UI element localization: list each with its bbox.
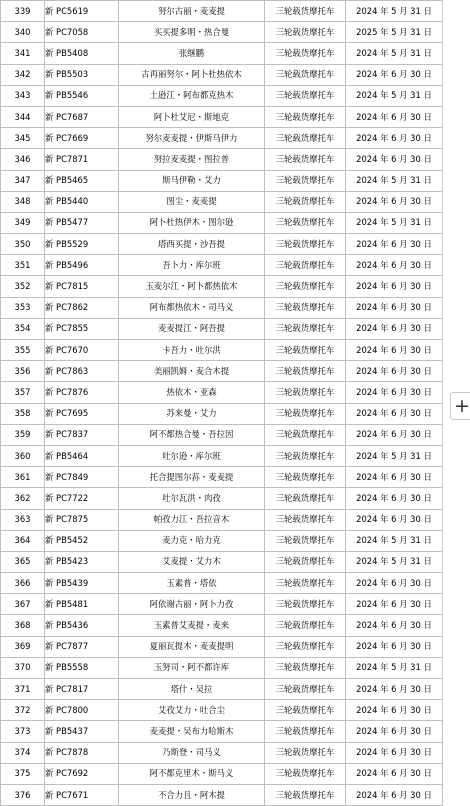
table-row	[1, 255, 443, 276]
expiry-date-cell[interactable]: 2024 年 6 月 30 日	[346, 573, 443, 594]
expiry-date-cell[interactable]: 2024 年 6 月 30 日	[346, 234, 443, 255]
owner-name-cell[interactable]: 不合力且・阿木提	[119, 784, 265, 805]
table-row	[1, 636, 443, 657]
vehicle-type-cell[interactable]: 三轮载货摩托车	[265, 763, 346, 784]
vehicle-type-cell[interactable]: 三轮载货摩托车	[265, 170, 346, 191]
row-number-cell[interactable]: 353	[1, 297, 45, 318]
row-number-cell[interactable]: 343	[1, 85, 45, 106]
owner-name-cell[interactable]: 阿依谢古丽・阿卜力孜	[119, 594, 265, 615]
vehicle-type-cell[interactable]: 三轮载货摩托车	[265, 551, 346, 572]
table-row	[1, 403, 443, 424]
expiry-date-cell[interactable]: 2024 年 6 月 30 日	[346, 615, 443, 636]
vehicle-type-cell[interactable]: 三轮载货摩托车	[265, 636, 346, 657]
table-row	[1, 297, 443, 318]
plate-number-cell[interactable]: 新 PC7817	[45, 679, 119, 700]
plate-number-cell[interactable]: 新 PB5558	[45, 657, 119, 678]
plate-number-cell[interactable]: 新 PC7695	[45, 403, 119, 424]
vehicle-type-cell[interactable]: 三轮载货摩托车	[265, 573, 346, 594]
expiry-date-cell[interactable]: 2024 年 5 月 31 日	[346, 657, 443, 678]
row-number-cell[interactable]: 352	[1, 276, 45, 297]
plate-number-cell[interactable]: 新 PC7876	[45, 382, 119, 403]
table-row	[1, 64, 443, 85]
owner-name-cell[interactable]: 张继鹏	[119, 43, 265, 64]
vehicle-type-cell[interactable]: 三轮载货摩托车	[265, 784, 346, 805]
plate-number-cell[interactable]: 新 PC5619	[45, 1, 119, 22]
vehicle-type-cell[interactable]: 三轮载货摩托车	[265, 615, 346, 636]
expiry-date-cell[interactable]: 2024 年 5 月 31 日	[346, 551, 443, 572]
table-row	[1, 43, 443, 64]
vehicle-type-cell[interactable]: 三轮载货摩托车	[265, 530, 346, 551]
plate-number-cell[interactable]: 新 PC7863	[45, 361, 119, 382]
table-row	[1, 361, 443, 382]
row-number-cell[interactable]: 360	[1, 445, 45, 466]
vehicle-type-cell[interactable]: 三轮载货摩托车	[265, 234, 346, 255]
owner-name-cell[interactable]: 苏来曼・艾力	[119, 403, 265, 424]
row-number-cell[interactable]: 358	[1, 403, 45, 424]
owner-name-cell[interactable]: 卡吾力・吐尔洪	[119, 340, 265, 361]
plate-number-cell[interactable]: 新 PB5496	[45, 255, 119, 276]
expiry-date-cell[interactable]: 2024 年 6 月 30 日	[346, 424, 443, 445]
table-row	[1, 594, 443, 615]
owner-name-cell[interactable]: 帕孜力江・吾拉音木	[119, 509, 265, 530]
plate-number-cell[interactable]: 新 PB5503	[45, 64, 119, 85]
vehicle-type-cell[interactable]: 三轮载货摩托车	[265, 488, 346, 509]
table-row	[1, 276, 443, 297]
row-number-cell[interactable]: 346	[1, 149, 45, 170]
plate-number-cell[interactable]: 新 PC7669	[45, 128, 119, 149]
plate-number-cell[interactable]: 新 PB5481	[45, 594, 119, 615]
plate-number-cell[interactable]: 新 PB5465	[45, 170, 119, 191]
expiry-date-cell[interactable]: 2024 年 5 月 31 日	[346, 530, 443, 551]
owner-name-cell[interactable]: 塔什・吴拉	[119, 679, 265, 700]
row-number-cell[interactable]: 357	[1, 382, 45, 403]
plus-icon: +	[454, 395, 470, 417]
owner-name-cell[interactable]: 夏丽瓦提木・麦麦提明	[119, 636, 265, 657]
expiry-date-cell[interactable]: 2024 年 6 月 30 日	[346, 700, 443, 721]
table-row	[1, 234, 443, 255]
owner-name-cell[interactable]: 古再丽努尔・阿卜杜热依木	[119, 64, 265, 85]
owner-name-cell[interactable]: 阿不都热合曼・吾拉因	[119, 424, 265, 445]
table-row	[1, 106, 443, 127]
table-row	[1, 85, 443, 106]
vehicle-type-cell[interactable]: 三轮载货摩托车	[265, 700, 346, 721]
table-row	[1, 509, 443, 530]
owner-name-cell[interactable]: 麦麦提・吴布力哈斯木	[119, 721, 265, 742]
row-number-cell[interactable]: 363	[1, 509, 45, 530]
plate-number-cell[interactable]: 新 PC7800	[45, 700, 119, 721]
owner-name-cell[interactable]: 努尔古丽・麦麦提	[119, 1, 265, 22]
vehicle-type-cell[interactable]: 三轮载货摩托车	[265, 149, 346, 170]
row-number-cell[interactable]: 373	[1, 721, 45, 742]
table-row	[1, 149, 443, 170]
table-row	[1, 763, 443, 784]
plate-number-cell[interactable]: 新 PB5464	[45, 445, 119, 466]
row-number-cell[interactable]: 367	[1, 594, 45, 615]
owner-name-cell[interactable]: 阿不都克里木・斯马义	[119, 763, 265, 784]
expiry-date-cell[interactable]: 2024 年 6 月 30 日	[346, 403, 443, 424]
table-row	[1, 170, 443, 191]
plate-number-cell[interactable]: 新 PC7687	[45, 106, 119, 127]
owner-name-cell[interactable]: 阿卜杜热伊木・图尔逊	[119, 212, 265, 233]
expiry-date-cell[interactable]: 2024 年 6 月 30 日	[346, 297, 443, 318]
owner-name-cell[interactable]: 吐尔瓦洪・肉孜	[119, 488, 265, 509]
plate-number-cell[interactable]: 新 PC7670	[45, 340, 119, 361]
owner-name-cell[interactable]: 土逊江・阿布都克热木	[119, 85, 265, 106]
table-row	[1, 1, 443, 22]
owner-name-cell[interactable]: 阿布都热依木・司马义	[119, 297, 265, 318]
row-number-cell[interactable]: 372	[1, 700, 45, 721]
row-number-cell[interactable]: 361	[1, 467, 45, 488]
expiry-date-cell[interactable]: 2024 年 6 月 30 日	[346, 276, 443, 297]
plate-number-cell[interactable]: 新 PB5452	[45, 530, 119, 551]
expiry-date-cell[interactable]: 2024 年 6 月 30 日	[346, 106, 443, 127]
table-row	[1, 721, 443, 742]
plate-number-cell[interactable]: 新 PC7877	[45, 636, 119, 657]
vehicle-type-cell[interactable]: 三轮载货摩托车	[265, 742, 346, 763]
owner-name-cell[interactable]: 吾卜力・库尔班	[119, 255, 265, 276]
plate-number-cell[interactable]: 新 PB5423	[45, 551, 119, 572]
table-row	[1, 382, 443, 403]
row-number-cell[interactable]: 371	[1, 679, 45, 700]
plate-number-cell[interactable]: 新 PC7671	[45, 784, 119, 805]
plate-number-cell[interactable]: 新 PC7837	[45, 424, 119, 445]
vehicle-type-cell[interactable]: 三轮载货摩托车	[265, 85, 346, 106]
table-row	[1, 700, 443, 721]
expiry-date-cell[interactable]: 2024 年 5 月 31 日	[346, 85, 443, 106]
expiry-date-cell[interactable]: 2024 年 6 月 30 日	[346, 679, 443, 700]
owner-name-cell[interactable]: 艾麦提・艾力木	[119, 551, 265, 572]
plate-number-cell[interactable]: 新 PC7849	[45, 467, 119, 488]
owner-name-cell[interactable]: 托合提图尔荪・麦麦提	[119, 467, 265, 488]
row-number-cell[interactable]: 345	[1, 128, 45, 149]
owner-name-cell[interactable]: 塔西买提・沙吾提	[119, 234, 265, 255]
expiry-date-cell[interactable]: 2024 年 6 月 30 日	[346, 340, 443, 361]
plate-number-cell[interactable]: 新 PC7815	[45, 276, 119, 297]
vehicle-type-cell[interactable]: 三轮载货摩托车	[265, 445, 346, 466]
vehicle-type-cell[interactable]: 三轮载货摩托车	[265, 106, 346, 127]
expiry-date-cell[interactable]: 2024 年 6 月 30 日	[346, 742, 443, 763]
vehicle-type-cell[interactable]: 三轮载货摩托车	[265, 679, 346, 700]
owner-name-cell[interactable]: 玉素普・塔依	[119, 573, 265, 594]
plate-number-cell[interactable]: 新 PC7692	[45, 763, 119, 784]
owner-name-cell[interactable]: 努拉麦麦提・图拉普	[119, 149, 265, 170]
row-number-cell[interactable]: 347	[1, 170, 45, 191]
vehicle-type-cell[interactable]: 三轮载货摩托车	[265, 382, 346, 403]
row-number-cell[interactable]: 340	[1, 22, 45, 43]
row-number-cell[interactable]: 350	[1, 234, 45, 255]
vehicle-type-cell[interactable]: 三轮载货摩托车	[265, 467, 346, 488]
plate-number-cell[interactable]: 新 PB5546	[45, 85, 119, 106]
expiry-date-cell[interactable]: 2024 年 6 月 30 日	[346, 636, 443, 657]
row-number-cell[interactable]: 348	[1, 191, 45, 212]
owner-name-cell[interactable]: 阿卜杜艾尼・斯地克	[119, 106, 265, 127]
expiry-date-cell[interactable]: 2024 年 6 月 30 日	[346, 318, 443, 339]
row-number-cell[interactable]: 354	[1, 318, 45, 339]
table-row	[1, 573, 443, 594]
owner-name-cell[interactable]: 吐尔逊・库尔班	[119, 445, 265, 466]
row-number-cell[interactable]: 362	[1, 488, 45, 509]
expiry-date-cell[interactable]: 2024 年 5 月 31 日	[346, 445, 443, 466]
row-number-cell[interactable]: 344	[1, 106, 45, 127]
vehicle-type-cell[interactable]: 三轮载货摩托车	[265, 594, 346, 615]
row-number-cell[interactable]: 355	[1, 340, 45, 361]
owner-name-cell[interactable]: 乃斯登・司马义	[119, 742, 265, 763]
owner-name-cell[interactable]: 努尔麦麦提・伊斯马伊力	[119, 128, 265, 149]
vehicle-type-cell[interactable]: 三轮载货摩托车	[265, 1, 346, 22]
vehicle-type-cell[interactable]: 三轮载货摩托车	[265, 318, 346, 339]
row-number-cell[interactable]: 364	[1, 530, 45, 551]
table-row	[1, 488, 443, 509]
table-row	[1, 340, 443, 361]
row-number-cell[interactable]: 365	[1, 551, 45, 572]
vehicle-type-cell[interactable]: 三轮载货摩托车	[265, 297, 346, 318]
vehicle-type-cell[interactable]: 三轮载货摩托车	[265, 657, 346, 678]
table-row	[1, 318, 443, 339]
row-number-cell[interactable]: 349	[1, 212, 45, 233]
add-button[interactable]	[450, 392, 470, 420]
row-number-cell[interactable]: 369	[1, 636, 45, 657]
expiry-date-cell[interactable]: 2024 年 6 月 30 日	[346, 784, 443, 805]
plate-number-cell[interactable]: 新 PB5477	[45, 212, 119, 233]
row-number-cell[interactable]: 366	[1, 573, 45, 594]
plate-number-cell[interactable]: 新 PC7875	[45, 509, 119, 530]
expiry-date-cell[interactable]: 2024 年 6 月 30 日	[346, 128, 443, 149]
owner-name-cell[interactable]: 玉素普艾麦提・麦来	[119, 615, 265, 636]
expiry-date-cell[interactable]: 2024 年 6 月 30 日	[346, 191, 443, 212]
plate-number-cell[interactable]: 新 PB5436	[45, 615, 119, 636]
plate-number-cell[interactable]: 新 PC7722	[45, 488, 119, 509]
vehicle-type-cell[interactable]: 三轮载货摩托车	[265, 191, 346, 212]
table-row	[1, 530, 443, 551]
row-number-cell[interactable]: 342	[1, 64, 45, 85]
expiry-date-cell[interactable]: 2024 年 6 月 30 日	[346, 594, 443, 615]
table-row	[1, 615, 443, 636]
table-row	[1, 657, 443, 678]
table-row	[1, 784, 443, 805]
expiry-date-cell[interactable]: 2024 年 6 月 30 日	[346, 488, 443, 509]
table-row	[1, 212, 443, 233]
vehicle-type-cell[interactable]: 三轮载货摩托车	[265, 128, 346, 149]
owner-name-cell[interactable]: 买买提多明・热合曼	[119, 22, 265, 43]
expiry-date-cell[interactable]: 2025 年 5 月 31 日	[346, 22, 443, 43]
expiry-date-cell[interactable]: 2024 年 6 月 30 日	[346, 149, 443, 170]
owner-name-cell[interactable]: 玉努司・阿不都许库	[119, 657, 265, 678]
expiry-date-cell[interactable]: 2024 年 6 月 30 日	[346, 64, 443, 85]
table-body	[1, 1, 443, 806]
table-row	[1, 191, 443, 212]
owner-name-cell[interactable]: 斯马伊勒・艾力	[119, 170, 265, 191]
plate-number-cell[interactable]: 新 PC7878	[45, 742, 119, 763]
expiry-date-cell[interactable]: 2024 年 6 月 30 日	[346, 467, 443, 488]
row-number-cell[interactable]: 351	[1, 255, 45, 276]
owner-name-cell[interactable]: 图尘・麦麦提	[119, 191, 265, 212]
owner-name-cell[interactable]: 玉麦尔江・阿卜都热依木	[119, 276, 265, 297]
plate-number-cell[interactable]: 新 PB5529	[45, 234, 119, 255]
expiry-date-cell[interactable]: 2024 年 6 月 30 日	[346, 255, 443, 276]
vehicle-type-cell[interactable]: 三轮载货摩托车	[265, 276, 346, 297]
plate-number-cell[interactable]: 新 PB5439	[45, 573, 119, 594]
plate-number-cell[interactable]: 新 PC7871	[45, 149, 119, 170]
vehicle-type-cell[interactable]: 三轮载货摩托车	[265, 721, 346, 742]
plate-number-cell[interactable]: 新 PC7058	[45, 22, 119, 43]
owner-name-cell[interactable]: 艾孜艾力・吐合尘	[119, 700, 265, 721]
vehicle-type-cell[interactable]: 三轮载货摩托车	[265, 424, 346, 445]
vehicle-type-cell[interactable]: 三轮载货摩托车	[265, 43, 346, 64]
plate-number-cell[interactable]: 新 PB5437	[45, 721, 119, 742]
vehicle-type-cell[interactable]: 三轮载货摩托车	[265, 22, 346, 43]
row-number-cell[interactable]: 341	[1, 43, 45, 64]
row-number-cell[interactable]: 370	[1, 657, 45, 678]
plate-number-cell[interactable]: 新 PB5408	[45, 43, 119, 64]
expiry-date-cell[interactable]: 2024 年 6 月 30 日	[346, 382, 443, 403]
table-row	[1, 424, 443, 445]
row-number-cell[interactable]: 368	[1, 615, 45, 636]
table-row	[1, 742, 443, 763]
expiry-date-cell[interactable]: 2024 年 5 月 31 日	[346, 212, 443, 233]
vehicle-type-cell[interactable]: 三轮载货摩托车	[265, 212, 346, 233]
expiry-date-cell[interactable]: 2024 年 5 月 31 日	[346, 43, 443, 64]
vehicle-type-cell[interactable]: 三轮载货摩托车	[265, 255, 346, 276]
expiry-date-cell[interactable]: 2024 年 6 月 30 日	[346, 721, 443, 742]
expiry-date-cell[interactable]: 2024 年 6 月 30 日	[346, 763, 443, 784]
vehicle-type-cell[interactable]: 三轮载货摩托车	[265, 361, 346, 382]
expiry-date-cell[interactable]: 2024 年 5 月 31 日	[346, 1, 443, 22]
owner-name-cell[interactable]: 麦力克・哈力克	[119, 530, 265, 551]
owner-name-cell[interactable]: 美丽凯姆・麦合木提	[119, 361, 265, 382]
row-number-cell[interactable]: 339	[1, 1, 45, 22]
plate-number-cell[interactable]: 新 PC7862	[45, 297, 119, 318]
row-number-cell[interactable]: 376	[1, 784, 45, 805]
row-number-cell[interactable]: 356	[1, 361, 45, 382]
plate-number-cell[interactable]: 新 PC7855	[45, 318, 119, 339]
expiry-date-cell[interactable]: 2024 年 6 月 30 日	[346, 509, 443, 530]
table-row	[1, 22, 443, 43]
vehicle-type-cell[interactable]: 三轮载货摩托车	[265, 403, 346, 424]
vehicle-type-cell[interactable]: 三轮载货摩托车	[265, 64, 346, 85]
table-row	[1, 467, 443, 488]
expiry-date-cell[interactable]: 2024 年 5 月 31 日	[346, 170, 443, 191]
row-number-cell[interactable]: 374	[1, 742, 45, 763]
owner-name-cell[interactable]: 麦麦提江・阿吾提	[119, 318, 265, 339]
table-row	[1, 679, 443, 700]
vehicle-type-cell[interactable]: 三轮载货摩托车	[265, 509, 346, 530]
owner-name-cell[interactable]: 热依木・亚森	[119, 382, 265, 403]
vehicle-type-cell[interactable]: 三轮载货摩托车	[265, 340, 346, 361]
table-row	[1, 128, 443, 149]
table-row	[1, 445, 443, 466]
plate-number-cell[interactable]: 新 PB5440	[45, 191, 119, 212]
expiry-date-cell[interactable]: 2024 年 6 月 30 日	[346, 361, 443, 382]
row-number-cell[interactable]: 375	[1, 763, 45, 784]
table-row	[1, 551, 443, 572]
row-number-cell[interactable]: 359	[1, 424, 45, 445]
page-edge-divider	[442, 0, 443, 720]
